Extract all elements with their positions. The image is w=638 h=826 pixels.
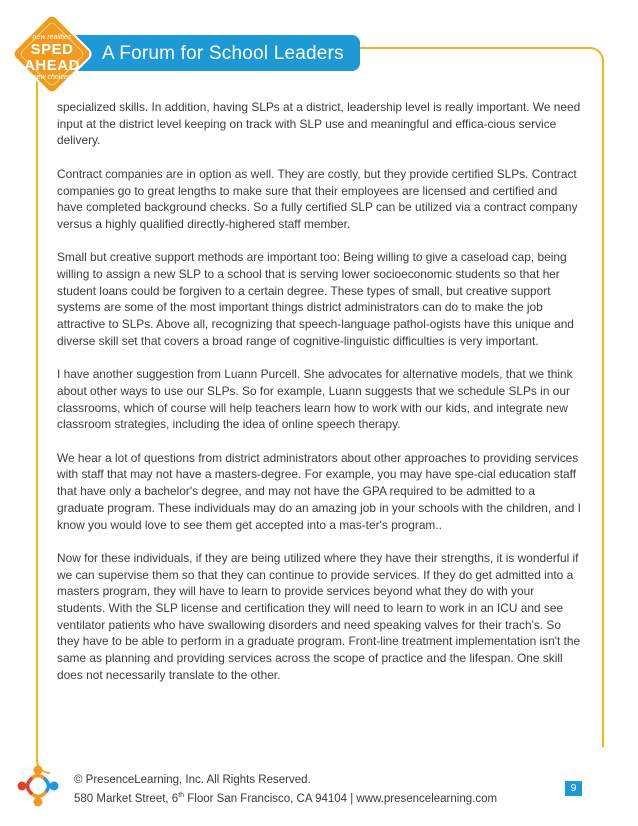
page-frame-left bbox=[36, 70, 50, 774]
logo-ahead-text: AHEAD bbox=[24, 57, 80, 74]
paragraph: Small but creative support methods are important too: Being willing to give a caseload cap, being willing to assign a new SLP to a school that is serving lower socioeconomic students so that her student loans could be forgiven to a certain degree. These types of small, but creative support systems are some of the most important things district administrators can do to make the job attractive to SLPs. Above all, recognizing that speech-language pathol-ogists have this unique and diverse skill set that covers a broad range of cognitive-linguistic difficulties is very important. bbox=[57, 250, 574, 348]
paragraph: Now for these individuals, if they are being utilized where they have their strengths, it is wonderful if we can supervise them so that they can continue to provide services. If they do get admitted into a masters program, they will have to learn to provide services beyond what they do with your students. With the SLP license and certification they will need to learn to work in an ICU and see ventilator patients who have swallowing disorders and need speaking valves for their trach's. So they have to be able to perform in a graduate program. Front-line treatment implementation isn't the same as planning and providing services across the scope of practice and the lifespan. One skill does not necessarily translate to the other. bbox=[57, 550, 581, 682]
article-body bbox=[57, 99, 584, 700]
logo-tagline-bottom: new choices bbox=[32, 74, 72, 81]
logo-sped-text: SPED bbox=[30, 41, 74, 58]
paragraph: I have another suggestion from Luann Purcell. She advocates for alternative models, that we think about other ways to use our SLPs. So for example, Luann suggests that we schedule SLPs in our classrooms, which of course will help teachers learn how to work with our kids, and integrate new classroom strategies, including the idea of online speech therapy. bbox=[57, 367, 573, 432]
sped-ahead-logo bbox=[6, 8, 98, 100]
copyright-text: © PresenceLearning, Inc. All Rights Reserved. bbox=[74, 774, 311, 786]
address-text: 580 Market Street, 6th Floor San Francisco, CA 94104 | www.presencelearning.com bbox=[74, 792, 498, 805]
presencelearning-logo-icon bbox=[14, 762, 62, 810]
logo-tagline-top: new realities bbox=[32, 34, 72, 41]
footer bbox=[74, 772, 497, 807]
page-title: A Forum for School Leaders bbox=[102, 43, 344, 64]
page-number-badge: 9 bbox=[565, 781, 582, 796]
paragraph: specialized skills. In addition, having SLPs at a district, leadership level is really important. We need input at the district level keeping on track with SLP use and meaningful and effica-cious service delivery. bbox=[57, 100, 581, 148]
paragraph: Contract companies are in option as well. They are costly, but they provide certified SLPs. Contract companies go to great lengths to make sure that their employees are licensed and certified and have completed background checks. So a fully certified SLP can be utilized via a contract company versus a highly qualified directly-highered staff member. bbox=[57, 166, 578, 231]
paragraph: We hear a lot of questions from district administrators about other approaches to providing services with staff that may not have a masters-degree. For example, you may have spe-cial education staff that have only a bachelor's degree, and may not have the GPA required to be admitted to a graduate program. These individuals may do an amazing job in your schools with the children, and I know you would love to see them get accepted into a mas-ter's program.. bbox=[57, 450, 581, 532]
